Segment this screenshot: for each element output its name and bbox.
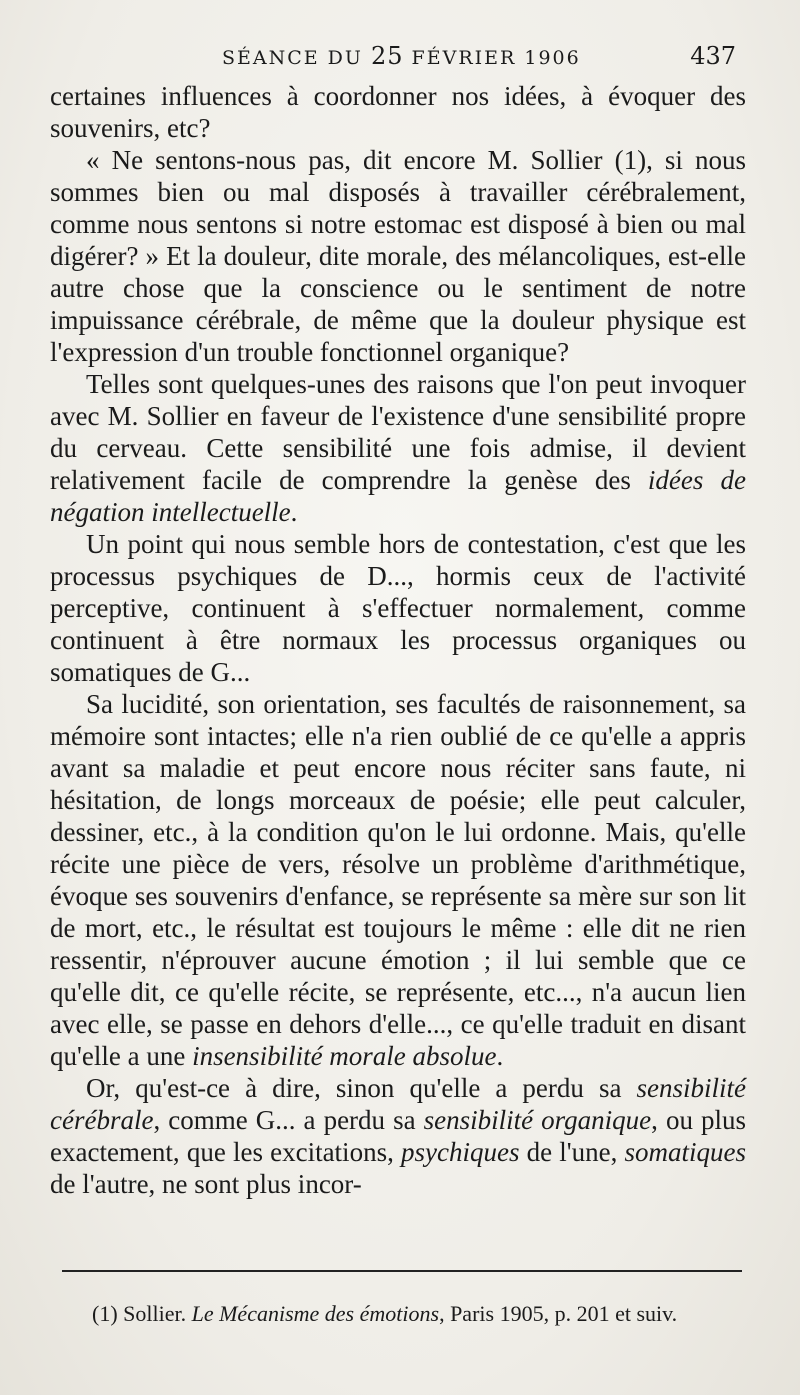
paragraph-6-text-b: , comme G... a perdu sa	[153, 1105, 424, 1135]
paragraph-6-text-d: de l'une,	[519, 1137, 625, 1167]
paragraph-3-text: Telles sont quelques-unes des raisons que l'on peut invoquer avec M. Sollier en faveur de l'existence d'une sensibilité propre du cerveau. Cette sensibilité une fois admise, il devient relativement facile de comprendre la genèse des	[50, 369, 746, 495]
paragraph-6-italic-1: sensibilité cérébrale	[50, 1073, 746, 1135]
paragraph-3-end: .	[290, 497, 298, 527]
paragraph-3-italic: idées de négation intellectuelle	[50, 465, 746, 527]
paragraph-6-italic-2: sensibilité organique	[423, 1105, 652, 1135]
page-number: 437	[690, 42, 736, 70]
paragraph-1: certaines influences à coordonner nos idées, à évoquer des souvenirs, etc?	[50, 81, 746, 143]
paragraph-4: Un point qui nous semble hors de contestation, c'est que les processus psychiques de D..., hormis ceux de l'activité perceptive, continuent à s'effectuer normalement, comme continuent à être normaux les processus organiques ou somatiques de G...	[50, 529, 746, 687]
footnote-title: Le Mécanisme des émotions	[191, 1301, 440, 1326]
footnote-text: (1) Sollier.	[92, 1301, 192, 1326]
paragraph-5-text: Sa lucidité, son orientation, ses facultés de raisonnement, sa mémoire sont intactes; elle n'a rien oublié de ce qu'elle a appris avant sa maladie et peut encore nous réciter sans faute, ni hésitation, de longs morceaux de poésie; elle peut calculer, dessiner, etc., à la condition qu'on le lui ordonne. Mais, qu'elle récite une pièce de vers, résolve un problème d'arithmétique, évoque ses souvenirs d'enfance, se représente sa mère sur son lit de mort, etc., le résultat est toujours le même : elle dit ne rien ressentir, n'éprouver aucune émotion ; il lui semble que ce qu'elle dit, ce qu'elle récite, se représente, etc..., n'a aucun lien avec elle, se passe en dehors d'elle..., ce qu'elle traduit en disant qu'elle a une	[50, 689, 746, 1071]
paragraph-5-italic: insensibilité morale absolue	[192, 1041, 497, 1071]
paragraph-6-text-a: Or, qu'est-ce à dire, sinon qu'elle a perdu sa	[86, 1073, 637, 1103]
paragraph-2: « Ne sentons-nous pas, dit encore M. Sollier (1), si nous sommes bien ou mal disposés à travailler cérébralement, comme nous sentons si notre estomac est disposé à bien ou mal digérer? » Et la douleur, dite morale, des mélancoliques, est-elle autre chose que la conscience ou le sentiment de notre impuissance cérébrale, de même que la douleur physique est l'expression d'un trouble fonctionnel organique?	[50, 145, 746, 367]
paragraph-3	[50, 368, 746, 528]
paragraph-6-italic-4: somatiques	[624, 1137, 746, 1167]
paragraph-6-text-c: , ou plus exactement, que les excitations,	[50, 1105, 746, 1167]
footnote	[62, 1300, 750, 1328]
paragraph-5	[50, 688, 746, 1072]
running-head	[222, 42, 581, 70]
footnote-rule	[62, 1270, 742, 1272]
paragraph-6	[50, 1072, 746, 1200]
page-header	[52, 38, 742, 74]
running-head-suffix: FÉVRIER 1906	[403, 47, 581, 69]
paragraph-6-italic-3: psychiques	[400, 1137, 520, 1167]
paragraph-6-text-e: de l'autre, ne sont plus incor-	[50, 1169, 362, 1199]
footnote-citation: , Paris 1905, p. 201 et suiv.	[439, 1301, 678, 1326]
paragraph-5-end: .	[496, 1041, 504, 1071]
running-head-prefix: SÉANCE DU	[222, 47, 371, 69]
body-text	[50, 80, 746, 1200]
running-head-day: 25	[370, 42, 404, 70]
